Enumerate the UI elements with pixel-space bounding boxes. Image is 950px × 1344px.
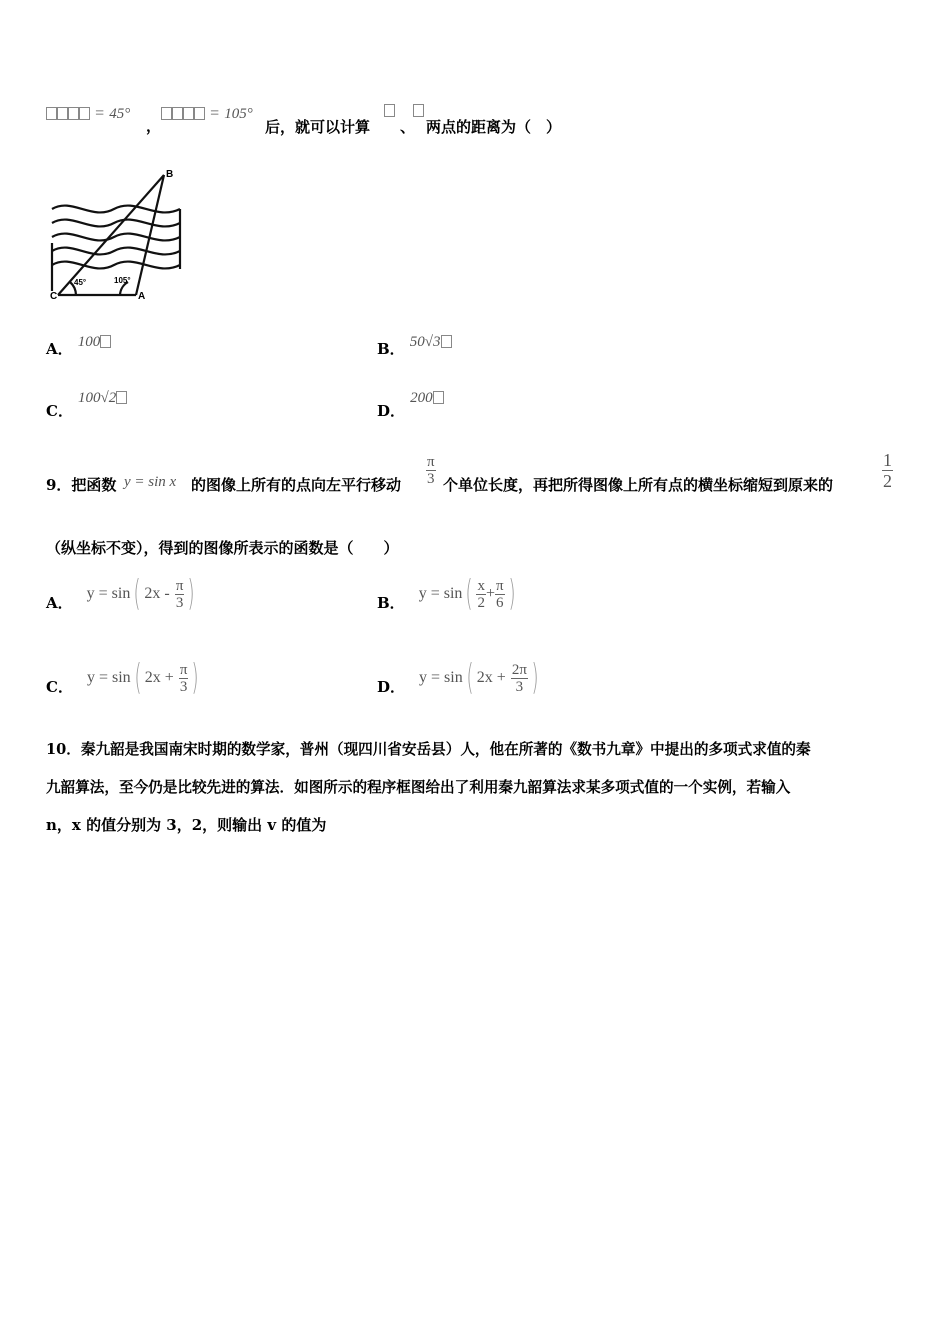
option-lead: y = sin [86,585,131,602]
option-value: 100√2 [78,390,117,406]
option-lead: y = sin [418,585,463,602]
option-value: 50√3 [409,334,441,350]
label-angle-a: 105° [114,276,131,285]
q9-scale-fraction: 1 2 [883,450,892,491]
q9-option-b[interactable]: B． y = sin ( $\frac{x}{2}$ + $\frac{\pi}{6}$ ) [377,573,516,614]
placeholder-box [161,107,172,120]
q8-option-c[interactable]: C． 100√2 [46,386,127,407]
q8-condition-line: = 45° [46,103,130,123]
placeholder-box [194,107,205,120]
placeholder-box [172,107,183,120]
placeholder-box [79,107,90,120]
placeholder-box [413,104,424,117]
q8-option-d[interactable]: D． 200 [377,386,444,407]
option-lead: y = sin [419,669,463,686]
q9-prefix: 9．把函数 [46,476,117,494]
q10-line-1: 10．秦九韶是我国南宋时期的数学家，普州（现四川省安岳县）人，他在所著的《数书九章》中提出的多项式求值的秦 [46,741,811,758]
wave-line [52,234,180,241]
angle-1: 45° [109,106,131,122]
placeholder-box [57,107,68,120]
q8-text-end: 两点的距离为（ ） [426,118,562,136]
placeholder-box [433,391,444,404]
q8-text-after: 后，就可以计算 [265,118,371,136]
placeholder-box [441,335,452,348]
placeholder-box [68,107,79,120]
q10-line-2: 九韶算法，至今仍是比较先进的算法．如图所示的程序框图给出了利用秦九韶算法求某多项式值的一个实例，若输入 [46,779,791,796]
label-c: C [50,291,58,302]
placeholder-box [46,107,57,120]
label-a: A [138,291,146,302]
q9-option-d[interactable]: D． y = sin ( 2x + $\frac{2\pi}{3}$ ) [377,657,539,698]
wave-line [52,248,180,255]
q9-mid-2: 个单位长度，再把所得图像上所有点的横坐标缩短到原来的 [443,476,834,494]
placeholder-box [384,104,395,117]
label-b: B [166,169,174,180]
q9-option-c[interactable]: C． y = sin ( 2x + $\frac{\pi}{3}$ ) [46,657,199,698]
wave-line [52,262,180,269]
placeholder-box [183,107,194,120]
q8-option-b[interactable]: B． 50√3 [377,330,452,351]
river-triangle-figure [48,165,188,303]
wave-line [52,220,180,227]
angle-2: 105° [224,106,253,122]
q9-function: y = sin x [124,474,177,490]
q9-line-2: （纵坐标不变），得到的图像所表示的函数是（ ） [46,539,399,557]
q8-option-a[interactable]: A． 100 [46,330,111,351]
option-lead: y = sin [86,669,131,686]
wave-line [52,206,180,213]
q9-option-a[interactable]: A． y = sin ( 2x - $\frac{\pi}{3}$ ) [46,573,195,614]
label-angle-c: 45° [74,278,87,287]
placeholder-box [100,335,111,348]
option-value: 200 [410,390,433,406]
q9-mid-1: 的图像上所有的点向左平行移动 [191,476,402,494]
q8-comma: ， [146,117,162,135]
q8-sep: 、 [400,118,416,136]
q8-condition-2: = 105° [161,103,253,123]
q10-line-3: n，x 的值分别为 3，2，则输出 v 的值为 [46,816,327,834]
placeholder-box [116,391,127,404]
option-value: 100 [77,334,101,350]
q9-shift-fraction: π 3 [427,454,435,487]
